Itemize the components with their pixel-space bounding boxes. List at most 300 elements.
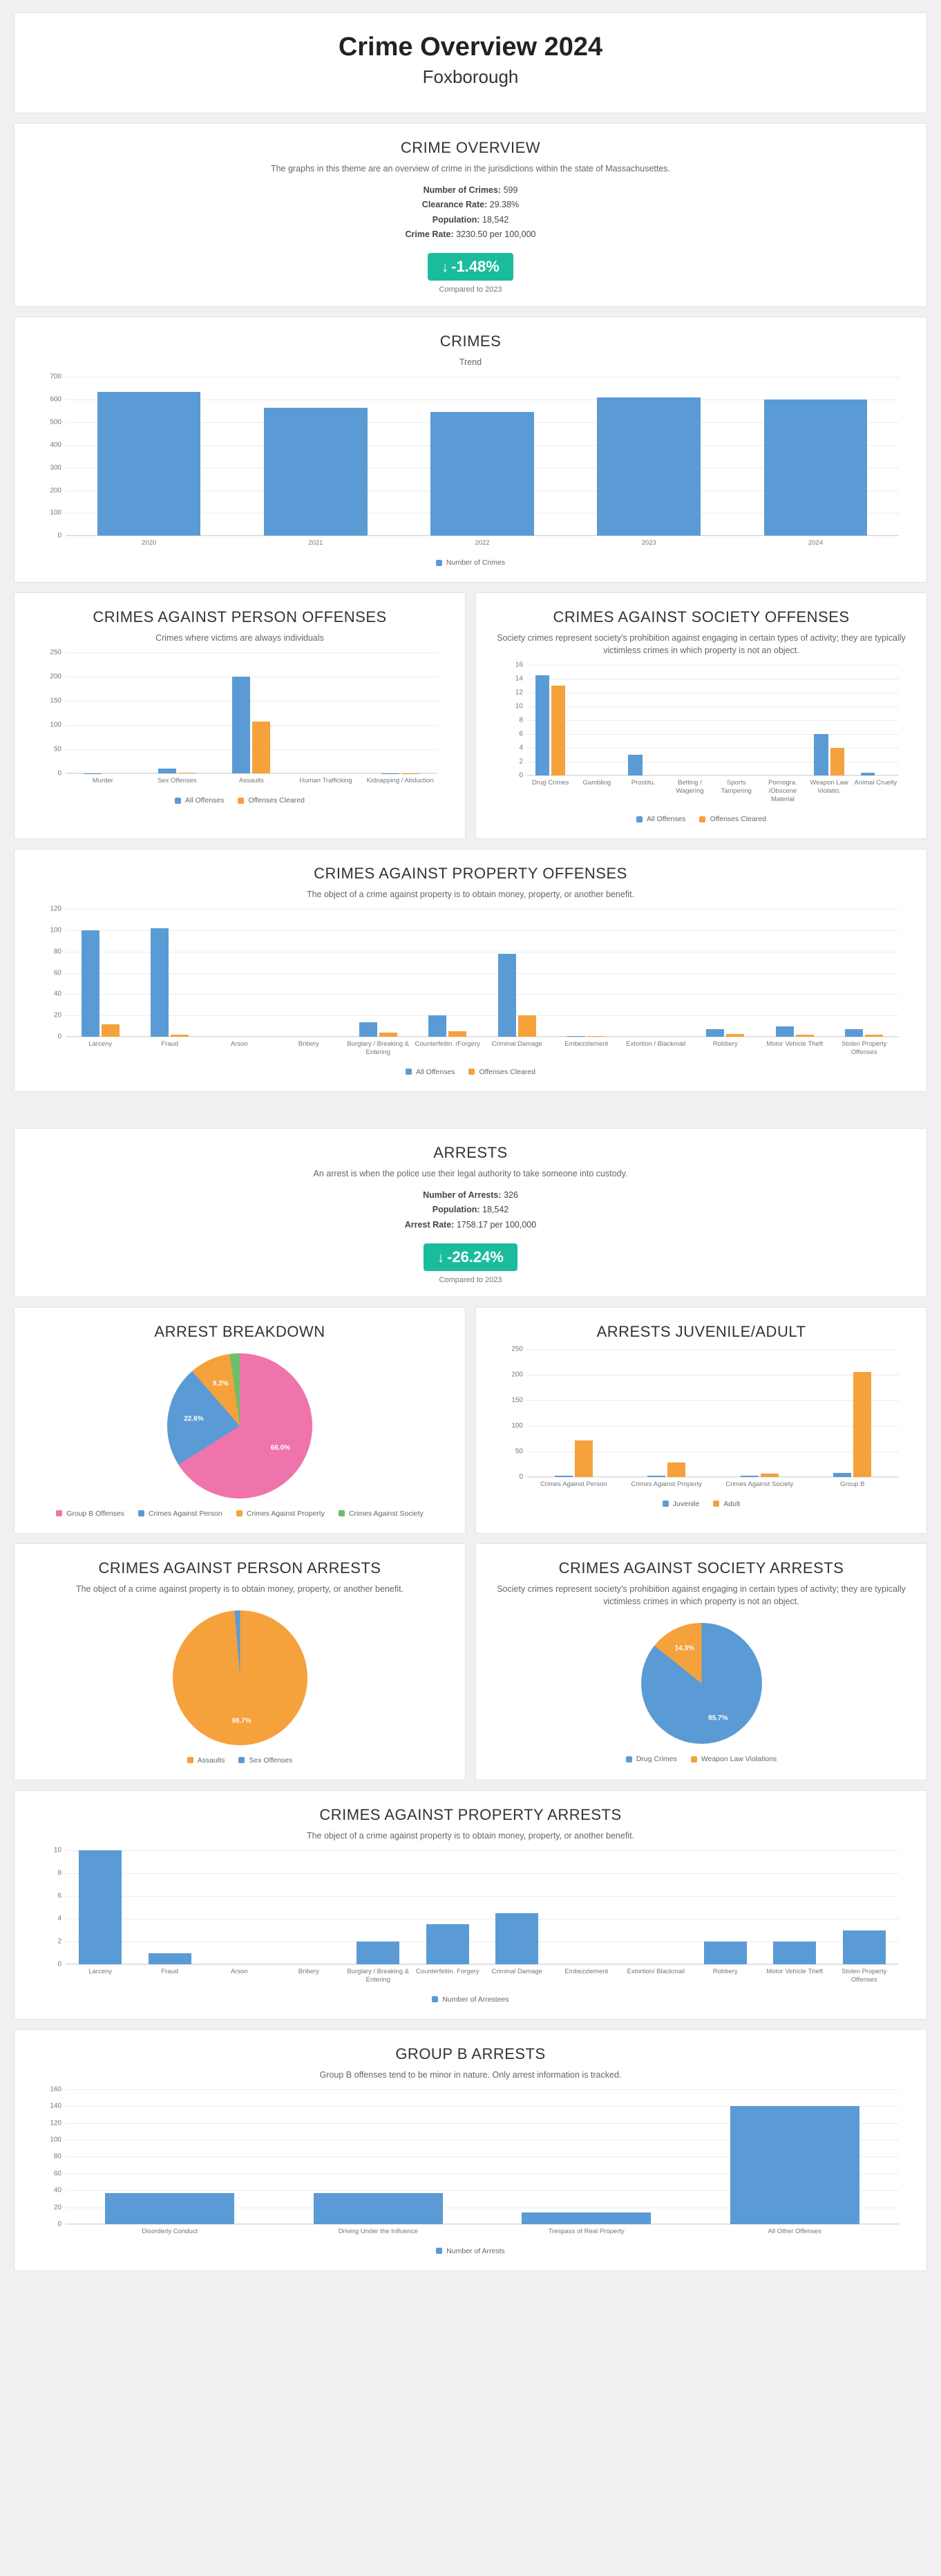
bar[interactable]: [551, 686, 565, 775]
bar-series: [527, 1349, 899, 1477]
bar-group: [413, 909, 483, 1037]
legend-swatch: [236, 1510, 243, 1516]
bar[interactable]: [430, 412, 534, 536]
bar-group: [691, 2089, 900, 2224]
x-axis-label: Sex Offenses: [157, 777, 197, 785]
chart-subtitle: Society crimes represent society's prohibition against engaging in certain types of activity; they are typically victimless crimes in which property is not an object.: [497, 633, 906, 656]
bar[interactable]: [853, 1372, 871, 1477]
chart-title: CRIMES AGAINST PROPERTY ARRESTS: [319, 1805, 622, 1823]
pie-chart[interactable]: [167, 1353, 312, 1498]
arrests-overview-title: ARRESTS: [433, 1143, 508, 1161]
legend-swatch: [699, 816, 705, 822]
bar-group: [66, 2089, 274, 2224]
bar[interactable]: [726, 1034, 744, 1037]
x-axis-label: Counterfeitin. Forgery: [415, 1968, 479, 1975]
bar[interactable]: [151, 928, 169, 1037]
bar-series: [66, 1850, 899, 1964]
x-axis-label: Bribery: [298, 1040, 319, 1049]
legend-label: Drug Crimes: [636, 1755, 677, 1763]
x-axis-label: Pornogra. /Obscene Material: [768, 779, 797, 804]
stat-value: 3230.50 per 100,000: [456, 229, 536, 239]
bar[interactable]: [587, 1036, 605, 1037]
legend-swatch: [238, 1757, 245, 1763]
offense-charts-row: [14, 592, 927, 839]
bar-group: [760, 1850, 830, 1964]
x-axis-labels: [66, 777, 437, 785]
bar-series: [66, 909, 899, 1037]
bar[interactable]: [522, 2212, 651, 2224]
legend-label: Group B Offenses: [66, 1509, 124, 1518]
legend-label: Adult: [723, 1499, 741, 1508]
x-axis-label: 2021: [308, 539, 323, 547]
x-axis-label: Embezzlement: [564, 1968, 609, 1975]
x-axis-label: Burglary / Breaking & Entering: [347, 1968, 410, 1984]
x-axis-label: Larceny: [88, 1968, 113, 1975]
report-header-card: [14, 12, 927, 113]
legend-item: [699, 815, 766, 823]
stat-row: [24, 198, 917, 212]
pie-wrap: [24, 1346, 455, 1498]
chart-title: CRIMES AGAINST PERSON ARRESTS: [98, 1559, 381, 1577]
x-axis-label: Betting / Wagering: [676, 779, 704, 796]
y-axis-tick: 12: [515, 688, 523, 697]
crime-overview-stats: [24, 183, 917, 242]
y-axis-tick: 20: [53, 1011, 61, 1019]
legend-item: [468, 1068, 535, 1076]
bar[interactable]: [79, 1850, 122, 1964]
bar[interactable]: [575, 1440, 593, 1477]
pie-slice-label: 85.7%: [708, 1714, 728, 1722]
chart-arrest-breakdown: [24, 1346, 455, 1518]
x-axis-label: Arson: [230, 1968, 248, 1975]
legend-item: [238, 796, 305, 805]
x-axis-label: Motor Vehicle Theft: [766, 1968, 824, 1975]
bar-group: [363, 652, 437, 773]
x-axis-labels: [66, 539, 899, 547]
x-axis-label: Sports Tampering: [721, 779, 752, 796]
arrest-pies-row: [14, 1543, 927, 1780]
bar-group: [232, 377, 399, 536]
chart-crimes-against-property: [42, 905, 899, 1076]
chart-legend: [42, 558, 899, 567]
crimes-against-property-arrests-card: [14, 1790, 927, 2020]
stat-label: Population:: [432, 214, 480, 225]
bar-group: [713, 1349, 806, 1477]
chart-subtitle: Trend: [459, 357, 482, 368]
x-axis-label: Gambling: [582, 779, 611, 787]
chart-legend: [24, 1756, 455, 1765]
bar[interactable]: [232, 677, 250, 773]
legend-item: [238, 1756, 292, 1765]
bar[interactable]: [865, 1035, 883, 1037]
status-badge: [428, 253, 513, 281]
bar[interactable]: [381, 773, 399, 774]
x-axis-label: Assaults: [239, 777, 264, 785]
bar[interactable]: [567, 1036, 585, 1037]
chart-subtitle: Crimes where victims are always individuals: [155, 633, 324, 643]
bar-group: [289, 652, 363, 773]
legend-swatch: [436, 2248, 442, 2254]
bar-group: [66, 652, 140, 773]
bar[interactable]: [518, 1015, 536, 1037]
stat-label: Population:: [432, 1205, 480, 1215]
y-axis-tick: 4: [57, 1915, 61, 1923]
chart-subtitle: The object of a crime against property is to obtain money, property, or another benefit.: [306, 890, 635, 899]
legend-item: [432, 1995, 508, 2004]
badge-value: -26.24%: [447, 1248, 504, 1266]
bar-group: [413, 1850, 483, 1964]
chart-title: ARRESTS JUVENILE/ADULT: [596, 1322, 806, 1340]
y-axis-tick: 8: [57, 1869, 61, 1877]
pie-wrap: [486, 1616, 917, 1744]
bar[interactable]: [845, 1029, 863, 1037]
legend-label: Crimes Against Person: [148, 1509, 222, 1518]
bar[interactable]: [401, 773, 419, 774]
bar-group: [566, 377, 732, 536]
y-axis-tick: 40: [53, 990, 61, 998]
x-axis-label: Trespass of Real Property: [548, 2227, 625, 2235]
x-axis-label: Fraud: [161, 1040, 179, 1049]
legend-label: All Offenses: [185, 796, 225, 805]
pie-chart[interactable]: [173, 1610, 307, 1745]
bar-group: [620, 1349, 714, 1477]
bar-group: [667, 665, 713, 775]
y-axis-tick: 80: [53, 2152, 61, 2161]
bar[interactable]: [426, 1924, 469, 1964]
legend-item: [691, 1755, 777, 1763]
stat-value: 18,542: [482, 214, 509, 225]
bar[interactable]: [448, 1031, 466, 1037]
legend-item: [636, 815, 685, 823]
chart-legend: [486, 1755, 917, 1763]
bar-group: [66, 909, 135, 1037]
bar[interactable]: [730, 2106, 859, 2224]
bar-group: [135, 1850, 205, 1964]
chart-title: CRIMES: [439, 332, 502, 350]
page-subtitle: Foxborough: [422, 66, 519, 87]
legend-swatch: [187, 1757, 193, 1763]
x-axis-label: Robbery: [712, 1040, 738, 1049]
bar[interactable]: [498, 954, 516, 1037]
bar[interactable]: [773, 1942, 816, 1964]
x-axis-label: 2024: [808, 539, 823, 547]
legend-label: Number of Crimes: [446, 558, 506, 567]
legend-swatch: [626, 1756, 632, 1762]
x-axis-label: Crimes Against Person: [540, 1480, 607, 1488]
x-axis-label: 2022: [475, 539, 490, 547]
bar[interactable]: [535, 675, 549, 775]
x-axis-labels: [527, 779, 899, 804]
bar[interactable]: [252, 722, 270, 774]
bar-group: [214, 652, 289, 773]
bar[interactable]: [379, 1033, 397, 1037]
crime-badge-note: Compared to 2023: [439, 285, 502, 294]
legend-item: [187, 1756, 225, 1765]
chart-title: ARREST BREAKDOWN: [154, 1322, 325, 1340]
bar[interactable]: [628, 755, 642, 775]
y-axis-tick: 80: [53, 948, 61, 956]
bar[interactable]: [843, 1930, 886, 1965]
y-axis-tick: 0: [57, 2220, 61, 2228]
bar[interactable]: [667, 1463, 685, 1477]
crimes-against-society-card: [475, 592, 927, 839]
legend-label: All Offenses: [647, 815, 686, 823]
bar-group: [552, 1850, 622, 1964]
bar[interactable]: [597, 397, 701, 536]
bar-group: [621, 1850, 691, 1964]
bar-group: [482, 2089, 691, 2224]
pie-slice-label: 22.6%: [184, 1415, 204, 1423]
x-axis-label: Motor Vehicle Theft: [766, 1040, 824, 1049]
chart-crimes-against-society: [504, 661, 899, 823]
chart-legend: [42, 2247, 899, 2255]
chart-subtitle: Group B offenses tend to be minor in nature. Only arrest information is tracked.: [319, 2069, 622, 2080]
bar[interactable]: [82, 930, 99, 1037]
y-axis-tick: 20: [53, 2203, 61, 2211]
pie-slice-label: 14.3%: [674, 1644, 694, 1653]
crimes-against-person-card: [14, 592, 466, 839]
y-axis-tick: 400: [50, 441, 61, 449]
stat-row: [24, 227, 917, 242]
bar-group: [691, 1850, 761, 1964]
bar-group: [482, 909, 552, 1037]
legend-label: Crimes Against Property: [246, 1509, 325, 1518]
legend-label: All Offenses: [416, 1067, 455, 1076]
pie-slice-label: 9.2%: [212, 1380, 229, 1388]
legend-item: [436, 2247, 505, 2255]
x-axis-label: Prostitu.: [631, 779, 656, 787]
x-axis-labels: [66, 2228, 899, 2236]
bar-group: [573, 665, 620, 775]
x-axis-label: Larceny: [88, 1040, 113, 1049]
chart-title: CRIMES AGAINST SOCIETY OFFENSES: [553, 608, 850, 626]
legend-label: Juvenile: [672, 1499, 700, 1508]
legend-label: Offenses Cleared: [710, 815, 766, 823]
legend-swatch: [636, 816, 643, 822]
bar[interactable]: [84, 773, 102, 774]
x-axis-label: 2020: [142, 539, 157, 547]
bar[interactable]: [830, 748, 844, 775]
bar-series: [66, 377, 899, 536]
bar-group: [527, 1349, 620, 1477]
bar-group: [343, 909, 413, 1037]
stat-value: 326: [504, 1190, 518, 1200]
chart-legend: [42, 796, 437, 805]
x-axis-labels: [66, 1040, 899, 1057]
bar[interactable]: [861, 773, 875, 775]
x-axis-label: Stolen Property Offenses: [842, 1968, 887, 1984]
bar-group: [759, 665, 806, 775]
y-axis-tick: 120: [50, 2119, 61, 2127]
bar[interactable]: [105, 2193, 234, 2224]
legend-swatch: [406, 1069, 412, 1075]
bar-group: [830, 1850, 900, 1964]
bar[interactable]: [102, 1024, 120, 1037]
y-axis-tick: 4: [519, 744, 523, 752]
crimes-trend-card: [14, 317, 927, 583]
arrests-juvenile-adult-card: [475, 1307, 927, 1534]
down-arrow-icon: ↓: [441, 260, 449, 276]
chart-crimes-against-society-arrests: [486, 1616, 917, 1763]
chart-crimes-against-property-arrests: [42, 1846, 899, 2004]
x-axis-label: Murder: [92, 777, 113, 785]
gridline: [527, 1477, 899, 1478]
legend-swatch: [238, 798, 244, 804]
bar[interactable]: [776, 1026, 794, 1037]
y-axis-tick: 0: [57, 532, 61, 540]
legend-label: Crimes Against Society: [348, 1509, 424, 1518]
bar[interactable]: [555, 1476, 573, 1477]
x-axis-label: Kidnapping / Abduction: [366, 777, 434, 785]
pie-slice-label: 66.0%: [270, 1444, 291, 1452]
y-axis-tick: 8: [519, 716, 523, 724]
legend-label: Number of Arrests: [446, 2246, 505, 2255]
legend-item: [138, 1510, 222, 1518]
legend-swatch: [436, 560, 442, 566]
bar-group: [620, 665, 667, 775]
x-axis-label: Fraud: [161, 1968, 179, 1975]
legend-swatch: [56, 1510, 62, 1516]
y-axis-tick: 50: [53, 745, 61, 753]
chart-legend: [24, 1510, 455, 1518]
legend-label: Weapon Law Violations: [701, 1755, 777, 1763]
bar[interactable]: [761, 1474, 779, 1477]
gridline: [66, 2224, 899, 2225]
badge-value: -1.48%: [451, 258, 500, 276]
chart-crimes-against-person: [42, 648, 437, 805]
bar-group: [732, 377, 899, 536]
arrests-overview-card: [14, 1128, 927, 1297]
y-axis-tick: 0: [57, 1033, 61, 1041]
legend-item: [56, 1510, 124, 1518]
bar[interactable]: [359, 1022, 377, 1037]
bar[interactable]: [357, 1942, 399, 1964]
chart-legend: [504, 815, 899, 823]
bar-group: [482, 1850, 552, 1964]
pie-chart[interactable]: [641, 1623, 762, 1744]
y-axis-tick: 200: [511, 1371, 523, 1379]
bar-group: [760, 909, 830, 1037]
chart-group-b-arrests: [42, 2085, 899, 2255]
x-axis-label: Crimes Against Society: [725, 1480, 794, 1488]
bar-group: [205, 909, 274, 1037]
bar-group: [274, 1850, 344, 1964]
arrests-overview-stats: [24, 1188, 917, 1232]
bar[interactable]: [171, 1035, 189, 1037]
arrest-breakdown-card: [14, 1307, 466, 1534]
x-axis-label: Criminal Damage: [491, 1040, 542, 1049]
bar[interactable]: [158, 769, 176, 774]
x-axis-label: Arson: [230, 1040, 248, 1049]
bar[interactable]: [495, 1913, 538, 1964]
bar-group: [806, 1349, 900, 1477]
legend-label: Offenses Cleared: [479, 1067, 535, 1076]
stat-row: [24, 183, 917, 198]
x-axis-label: Criminal Damage: [491, 1968, 542, 1975]
stat-value: 29.38%: [489, 200, 520, 210]
y-axis-tick: 150: [511, 1396, 523, 1404]
bar[interactable]: [314, 2193, 443, 2224]
y-axis-tick: 600: [50, 395, 61, 404]
x-axis-label: Crimes Against Property: [631, 1480, 702, 1488]
y-axis-tick: 100: [511, 1422, 523, 1430]
group-b-arrests-card: [14, 2029, 927, 2271]
bar-group: [691, 909, 761, 1037]
bar[interactable]: [814, 734, 828, 775]
bar[interactable]: [97, 392, 201, 536]
bar[interactable]: [428, 1015, 446, 1037]
x-axis-label: Human Trafficking: [299, 777, 352, 785]
legend-label: Assaults: [197, 1756, 225, 1765]
chart-crimes-trend: [42, 373, 899, 567]
bar[interactable]: [764, 399, 868, 536]
bar-group: [205, 1850, 274, 1964]
legend-item: [713, 1500, 740, 1508]
legend-label: Sex Offenses: [249, 1756, 293, 1765]
legend-swatch: [138, 1510, 144, 1516]
page-title: Crime Overview 2024: [338, 32, 603, 62]
y-axis-tick: 2: [57, 1937, 61, 1946]
bar-group: [66, 377, 232, 536]
bar-group: [552, 909, 622, 1037]
x-axis-label: Counterfeitin. /Forgery: [415, 1040, 480, 1049]
x-axis-label: 2023: [641, 539, 656, 547]
bar-group: [274, 2089, 483, 2224]
bar[interactable]: [264, 408, 368, 536]
y-axis-tick: 120: [50, 905, 61, 913]
x-axis-label: Bribery: [298, 1968, 319, 1975]
y-axis-tick: 6: [57, 1892, 61, 1900]
stat-row: [24, 213, 917, 227]
crime-overview-description: The graphs in this theme are an overview of crime in the jurisdictions within the state of Massachusettes.: [270, 164, 671, 173]
stat-value: 1758.17 per 100,000: [456, 1219, 537, 1230]
stat-label: Crime Rate:: [405, 229, 454, 239]
chart-subtitle: The object of a crime against property is to obtain money, property, or another benefit.: [306, 1830, 635, 1841]
arrest-charts-row: [14, 1307, 927, 1534]
legend-item: [236, 1510, 325, 1518]
bar[interactable]: [796, 1035, 814, 1037]
x-axis-label: Extortion / Blackmail: [626, 1040, 686, 1049]
y-axis-tick: 2: [519, 758, 523, 766]
stat-row: [24, 1218, 917, 1232]
bar-series: [527, 665, 899, 775]
pie-wrap: [24, 1604, 455, 1745]
bar[interactable]: [704, 1942, 747, 1964]
y-axis-tick: 14: [515, 675, 523, 683]
legend-item: [626, 1755, 677, 1763]
stat-label: Arrest Rate:: [404, 1219, 455, 1230]
bar[interactable]: [833, 1473, 851, 1477]
bar-group: [140, 652, 215, 773]
y-axis-tick: 60: [53, 969, 61, 977]
bar[interactable]: [706, 1029, 724, 1037]
gridline: [66, 1964, 899, 1965]
y-axis-tick: 100: [50, 509, 61, 517]
y-axis-tick: 60: [53, 2170, 61, 2178]
crimes-against-property-card: [14, 849, 927, 1092]
bar-group: [399, 377, 565, 536]
legend-swatch: [432, 1996, 438, 2002]
y-axis-tick: 100: [50, 2136, 61, 2144]
bar[interactable]: [149, 1953, 191, 1965]
crimes-against-person-arrests-card: [14, 1543, 466, 1780]
legend-swatch: [691, 1756, 697, 1762]
y-axis-tick: 10: [515, 702, 523, 711]
legend-item: [663, 1500, 700, 1508]
legend-swatch: [468, 1069, 475, 1075]
y-axis-tick: 0: [57, 769, 61, 778]
x-axis-label: Robbery: [712, 1968, 738, 1975]
